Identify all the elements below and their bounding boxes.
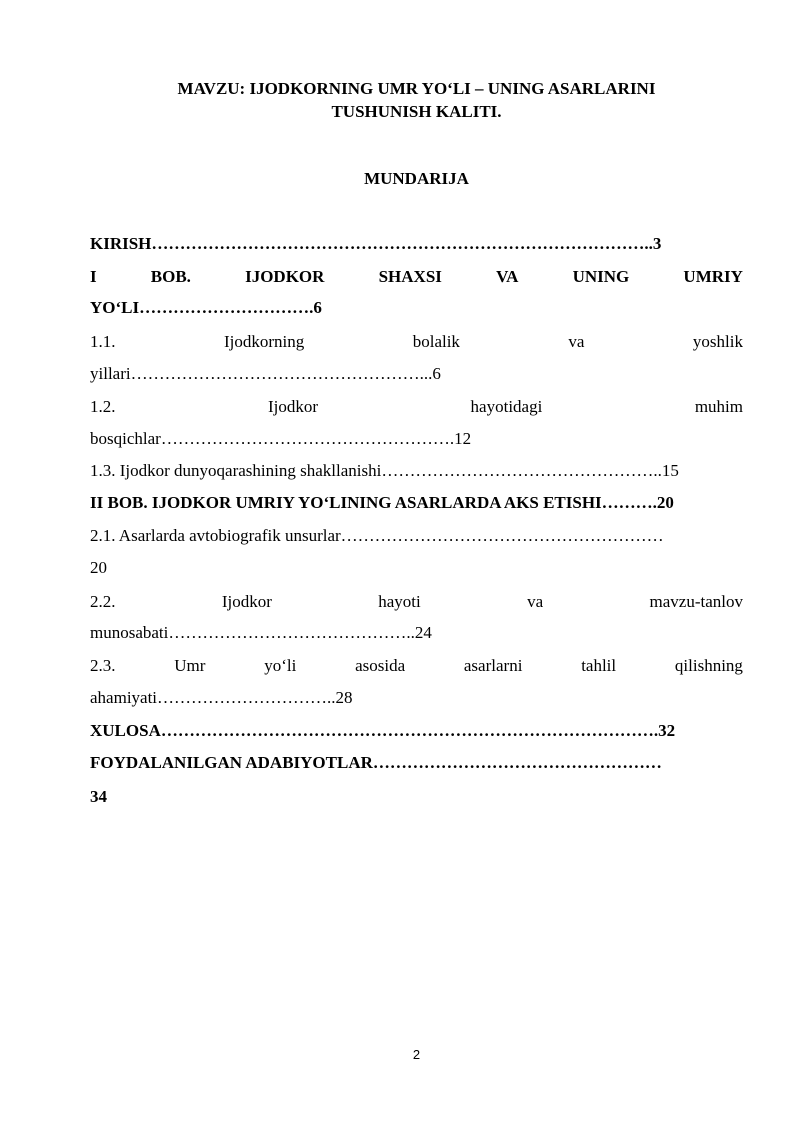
topic-title-line-1: MAVZU: IJODKORNING UMR YO‘LI – UNING ASARLARINI: [177, 79, 656, 98]
toc-word: hayoti: [378, 592, 421, 611]
toc-word: muhim: [694, 397, 743, 416]
toc-word: va: [568, 332, 585, 351]
contents-heading: MUNDARIJA: [364, 169, 469, 188]
toc-word: mavzu-tanlov: [649, 592, 743, 611]
toc-word: yo‘li: [264, 656, 297, 675]
toc-entry-1-3: 1.3. Ijodkor dunyoqarashining shakllanishi…………………………………………..15: [90, 461, 679, 480]
toc-entry-2-2-line2: munosabati……………………………………..24: [90, 623, 432, 642]
toc-entry-1-2-line1: [90, 396, 743, 418]
toc-word: tahlil: [581, 656, 617, 675]
toc-word: VA: [496, 267, 519, 286]
toc-word: qilishning: [674, 656, 743, 675]
toc-word: Ijodkorning: [223, 332, 305, 351]
toc-entry-1-1-line1: [90, 331, 743, 353]
toc-entry-2-1-line1: 2.1. Asarlarda avtobiografik unsurlar…………………………………………………: [90, 526, 664, 545]
toc-entry-xulosa: XULOSA…………………………………………………………………………….32: [90, 721, 676, 740]
toc-word: 2.2.: [90, 592, 116, 611]
toc-entry-2-3-line1: [90, 655, 743, 677]
toc-entry-references-line2: 34: [90, 787, 107, 806]
toc-word: bolalik: [412, 332, 460, 351]
toc-entry-kirish: KIRISH……………………………………………………………………………..3: [90, 234, 662, 253]
toc-entry-1-1-line2: yillari……………………………………………...6: [90, 364, 441, 383]
topic-title-line-2: TUSHUNISH KALITI.: [331, 102, 502, 121]
toc-word: 1.2.: [90, 397, 116, 416]
toc-word: Ijodkor: [221, 592, 272, 611]
toc-entry-2-2-line1: [90, 591, 743, 613]
toc-word: UNING: [572, 267, 630, 286]
toc-word: asosida: [355, 656, 406, 675]
toc-entry-bob1-line1: [90, 266, 743, 288]
toc-entry-1-2-line2: bosqichlar…………………………………………….12: [90, 429, 472, 448]
toc-word: 2.3.: [90, 656, 116, 675]
toc-word: yoshlik: [692, 332, 743, 351]
toc-entry-2-1-line2: 20: [90, 558, 107, 577]
toc-word: IJODKOR: [245, 267, 325, 286]
toc-entry-references-line1: FOYDALANILGAN ADABIYOTLAR……………………………………………: [90, 753, 662, 772]
toc-word: Ijodkor: [268, 397, 319, 416]
toc-word: BOB.: [150, 267, 191, 286]
toc-entry-2-3-line2: ahamiyati…………………………..28: [90, 688, 353, 707]
toc-word: SHAXSI: [378, 267, 442, 286]
page-number: 2: [412, 1047, 421, 1062]
toc-word: 1.1.: [90, 332, 116, 351]
toc-word: hayotidagi: [470, 397, 543, 416]
toc-word: va: [527, 592, 544, 611]
toc-word: UMRIY: [683, 267, 743, 286]
toc-word: asarlarni: [463, 656, 523, 675]
toc-entry-bob2: II BOB. IJODKOR UMRIY YO‘LINING ASARLARDA AKS ETISHI……….20: [90, 493, 674, 512]
toc-word: Umr: [174, 656, 206, 675]
toc-word: I: [90, 267, 97, 286]
toc-entry-bob1-line2: YO‘LI………………………….6: [90, 298, 322, 317]
